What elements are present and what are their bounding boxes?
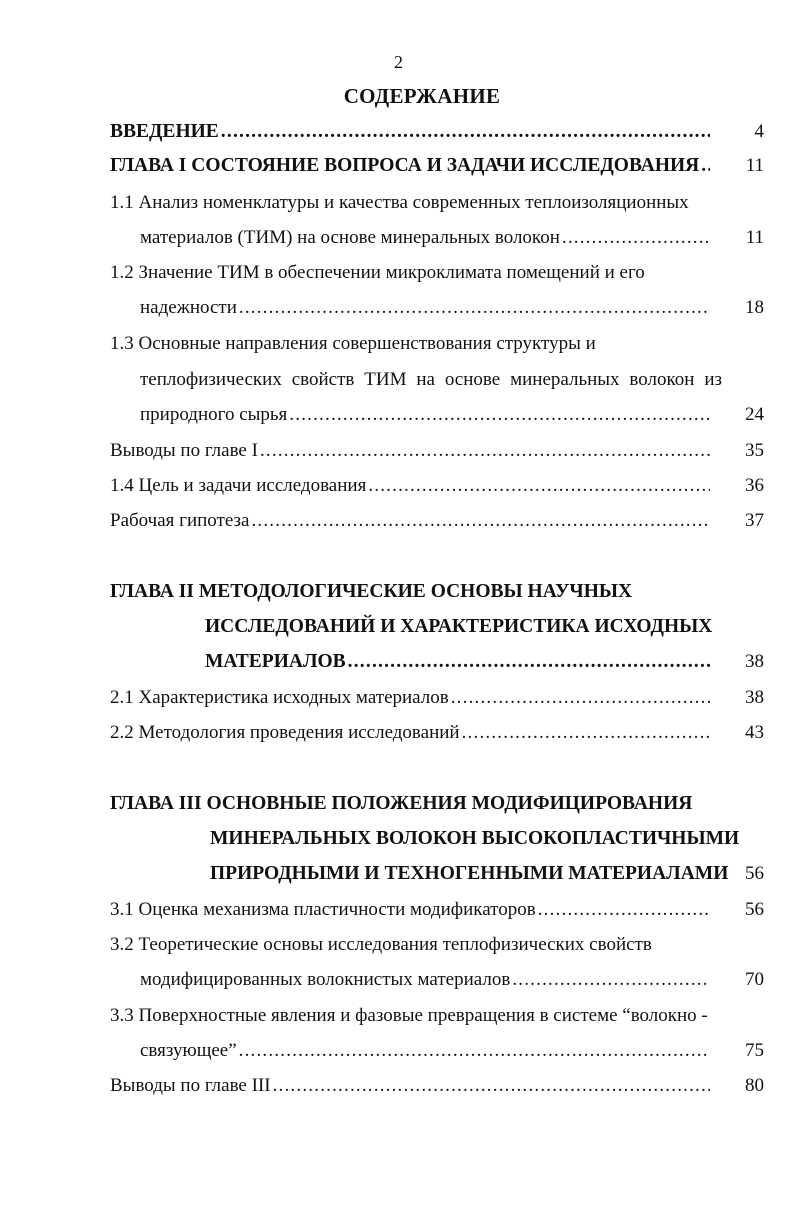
toc-entry-chapter-2-cont2[interactable] bbox=[205, 648, 764, 674]
toc-entry-text: 2.1 Характеристика исходных материалов bbox=[110, 687, 449, 708]
dot-leader bbox=[251, 509, 710, 533]
toc-entry-chapter-2-cont[interactable] bbox=[205, 613, 714, 639]
toc-entry-text: 1.3 Основные направления совершенствования структуры и bbox=[110, 333, 596, 354]
dot-leader bbox=[462, 721, 710, 745]
dot-leader bbox=[289, 403, 710, 427]
toc-entry-page: 56 bbox=[745, 899, 764, 920]
dot-leader bbox=[562, 226, 710, 250]
toc-entry-page: 11 bbox=[745, 227, 764, 248]
toc-entry-text: 1.4 Цель и задачи исследования bbox=[110, 475, 367, 496]
toc-entry-text: природного сырья bbox=[140, 404, 288, 425]
toc-entry-text: теплофизических свойств ТИМ на основе минеральных волокон из bbox=[140, 369, 722, 390]
toc-entry-1-3-cont[interactable] bbox=[140, 366, 722, 392]
toc-entry-text: ГЛАВА II МЕТОДОЛОГИЧЕСКИЕ ОСНОВЫ НАУЧНЫХ bbox=[110, 581, 633, 602]
toc-entry-text: ВВЕДЕНИЕ bbox=[110, 121, 219, 142]
toc-entry-introduction[interactable] bbox=[110, 118, 764, 144]
toc-entry-page: 4 bbox=[754, 121, 764, 142]
toc-entry-text: ИССЛЕДОВАНИЙ И ХАРАКТЕРИСТИКА ИСХОДНЫХ bbox=[205, 616, 713, 637]
toc-entry-text: 3.1 Оценка механизма пластичности модификаторов bbox=[110, 899, 536, 920]
toc-entry-page: 37 bbox=[745, 510, 764, 531]
toc-entry-text: ПРИРОДНЫМИ И ТЕХНОГЕННЫМИ МАТЕРИАЛАМИ bbox=[210, 863, 729, 884]
toc-entry-text: Выводы по главе III bbox=[110, 1075, 271, 1096]
toc-entry-chapter-1[interactable] bbox=[110, 152, 764, 178]
toc-entry-page: 56 bbox=[745, 863, 764, 884]
toc-entry-3-1[interactable] bbox=[110, 896, 764, 922]
toc-entry-text: Рабочая гипотеза bbox=[110, 510, 250, 531]
toc-entry-text: 1.2 Значение ТИМ в обеспечении микроклимата помещений и его bbox=[110, 262, 645, 283]
toc-entry-page: 24 bbox=[745, 404, 764, 425]
toc-entry-page: 80 bbox=[745, 1075, 764, 1096]
toc-entry-1-4[interactable] bbox=[110, 472, 764, 498]
toc-entry-3-3-cont[interactable] bbox=[140, 1037, 764, 1063]
toc-entry-text: МАТЕРИАЛОВ bbox=[205, 651, 346, 672]
toc-entry-chapter-2[interactable] bbox=[110, 578, 714, 604]
dot-leader bbox=[239, 1039, 710, 1063]
toc-entry-text: 3.2 Теоретические основы исследования теплофизических свойств bbox=[110, 934, 652, 955]
dot-leader bbox=[368, 474, 710, 498]
toc-entry-2-2[interactable] bbox=[110, 719, 764, 745]
dot-leader bbox=[538, 898, 710, 922]
toc-entry-conclusions-1[interactable] bbox=[110, 437, 764, 463]
toc-entry-text: материалов (ТИМ) на основе минеральных волокон bbox=[140, 227, 560, 248]
toc-entry-text: 2.2 Методология проведения исследований bbox=[110, 722, 460, 743]
toc-entry-1-1-cont[interactable] bbox=[140, 224, 764, 250]
toc-entry-1-1[interactable] bbox=[110, 189, 714, 215]
toc-entry-chapter-3[interactable] bbox=[110, 790, 714, 816]
toc-entry-page: 75 bbox=[745, 1040, 764, 1061]
toc-entry-text: 1.1 Анализ номенклатуры и качества современных теплоизоляционных bbox=[110, 192, 689, 213]
dot-leader bbox=[701, 154, 710, 178]
dot-leader bbox=[451, 686, 710, 710]
toc-entry-text: связующее” bbox=[140, 1040, 237, 1061]
dot-leader bbox=[260, 439, 710, 463]
toc-entry-page: 36 bbox=[745, 475, 764, 496]
toc-entry-page: 38 bbox=[745, 687, 764, 708]
toc-entry-chapter-3-cont[interactable] bbox=[210, 825, 740, 851]
toc-entry-text: надежности bbox=[140, 297, 237, 318]
page-number: 2 bbox=[394, 52, 403, 72]
toc-entry-page: 11 bbox=[745, 155, 764, 176]
toc-entry-text: ГЛАВА III ОСНОВНЫЕ ПОЛОЖЕНИЯ МОДИФИЦИРОВАНИЯ bbox=[110, 793, 693, 814]
toc-entry-1-2-cont[interactable] bbox=[140, 294, 764, 320]
contents-title: СОДЕРЖАНИЕ bbox=[343, 84, 501, 108]
dot-leader bbox=[348, 650, 710, 674]
toc-entry-text: ГЛАВА I СОСТОЯНИЕ ВОПРОСА И ЗАДАЧИ ИССЛЕДОВАНИЯ bbox=[110, 155, 700, 176]
toc-entry-page: 38 bbox=[745, 651, 764, 672]
toc-entry-3-3[interactable] bbox=[110, 1002, 722, 1028]
dot-leader bbox=[512, 968, 710, 992]
toc-entry-text: 3.3 Поверхностные явления и фазовые превращения в системе “волокно - bbox=[110, 1005, 708, 1026]
toc-entry-text: Выводы по главе I bbox=[110, 440, 258, 461]
dot-leader bbox=[239, 296, 710, 320]
toc-entry-1-3-cont2[interactable] bbox=[140, 401, 764, 427]
toc-entry-page: 18 bbox=[745, 297, 764, 318]
toc-entry-1-3[interactable] bbox=[110, 330, 714, 356]
toc-entry-3-2-cont[interactable] bbox=[140, 966, 764, 992]
toc-entry-text: модифицированных волокнистых материалов bbox=[140, 969, 511, 990]
toc-entry-page: 35 bbox=[745, 440, 764, 461]
toc-entry-page: 70 bbox=[745, 969, 764, 990]
dot-leader bbox=[221, 120, 710, 144]
toc-entry-2-1[interactable] bbox=[110, 684, 764, 710]
toc-entry-page: 43 bbox=[745, 722, 764, 743]
toc-entry-chapter-3-cont2[interactable] bbox=[210, 860, 764, 886]
toc-entry-1-2[interactable] bbox=[110, 259, 714, 285]
dot-leader bbox=[273, 1074, 710, 1098]
toc-entry-3-2[interactable] bbox=[110, 931, 714, 957]
toc-entry-conclusions-3[interactable] bbox=[110, 1072, 764, 1098]
toc-entry-text: МИНЕРАЛЬНЫХ ВОЛОКОН ВЫСОКОПЛАСТИЧНЫМИ bbox=[210, 828, 740, 849]
toc-entry-hypothesis[interactable] bbox=[110, 507, 764, 533]
